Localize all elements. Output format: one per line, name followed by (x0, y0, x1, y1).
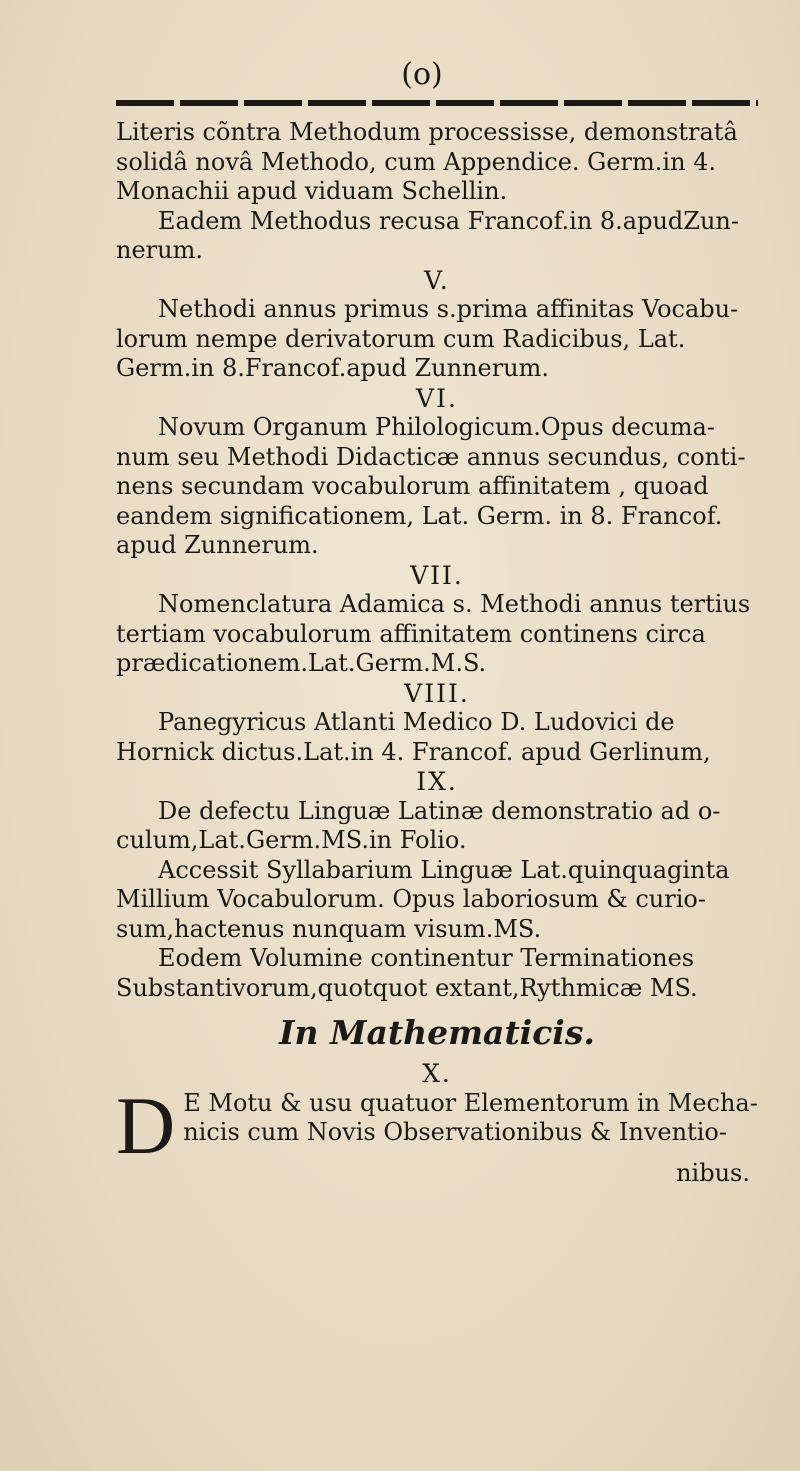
text-line: culum,Lat.Germ.MS.in Folio. (116, 826, 467, 854)
text-line: Eodem Volumine continentur Terminationes (158, 944, 695, 972)
text-line: Novum Organum Philologicum.Opus decuma- (158, 413, 715, 441)
text-line: Germ.in 8.Francof.apud Zunnerum. (116, 354, 550, 382)
text-line: De defectu Linguæ Latinæ demonstratio ad o- (158, 796, 721, 825)
paragraph-1 (116, 118, 758, 207)
text-line: nicis cum Novis Observationibus & Inventio- (183, 1118, 727, 1146)
paragraph-9 (116, 944, 758, 1003)
text-line: E Motu & usu quatuor Elementorum in Mecha- (183, 1088, 758, 1117)
text-line: num seu Methodi Didacticæ annus secundus, conti- (116, 442, 746, 471)
text-line: Panegyricus Atlanti Medico D. Ludovici de (158, 708, 675, 736)
text-line: nerum. (116, 236, 203, 264)
section-numeral-x: X. (422, 1059, 452, 1088)
text-line: nibus. (676, 1158, 750, 1187)
paragraph-10 (116, 1079, 758, 1189)
text-line: Eadem Methodus recusa Francof.in 8.apudZun- (158, 206, 739, 235)
text-line: sum,hactenus nunquam visum.MS. (116, 914, 542, 943)
paragraph-8 (116, 856, 758, 945)
paragraph-7 (116, 797, 758, 856)
text-line: Accessit Syllabarium Linguæ Lat.quinquaginta (158, 855, 730, 884)
text-line: Nomenclatura Adamica s. Methodi annus tertius (158, 590, 751, 618)
paragraph-2 (116, 207, 758, 266)
text-line: Nethodi annus primus s.prima affinitas Vocabu- (158, 295, 739, 323)
text-line: Millium Vocabulorum. Opus laboriosum & curio- (116, 885, 706, 913)
text-line: lorum nempe derivatorum cum Radicibus, Lat. (116, 324, 686, 353)
section-numeral-v: V. (424, 265, 450, 295)
paragraph-6 (116, 708, 758, 767)
text-body (116, 118, 758, 1188)
text-line: eandem significationem, Lat. Germ. in 8. Francof. (116, 501, 723, 530)
text-line: apud Zunnerum. (116, 531, 319, 559)
paragraph-4 (116, 413, 758, 561)
header-rule (116, 100, 758, 106)
text-line: Substantivorum,quotquot extant,Rythmicæ MS. (116, 973, 698, 1002)
text-line: nens secundam vocabulorum affinitatem , quoad (116, 472, 709, 500)
drop-cap: D (116, 1079, 176, 1171)
paragraph-5 (116, 590, 758, 679)
text-line: solidâ novâ Methodo, cum Appendice. Germ.in 4. (116, 147, 717, 176)
page-number: (o) (401, 57, 443, 92)
section-numeral-vi: VI. (416, 383, 458, 413)
text-line: prædicationem.Lat.Germ.M.S. (116, 649, 487, 677)
paragraph-3 (116, 295, 758, 384)
text-line: Hornick dictus.Lat.in 4. Francof. apud Gerlinum, (116, 737, 711, 766)
section-numeral-vii: VII. (410, 560, 464, 590)
text-line: tertiam vocabulorum affinitatem continens circa (116, 619, 706, 648)
text-line: Literis cõntra Methodum processisse, demonstratâ (116, 118, 738, 146)
text-line: Monachii apud viduam Schellin. (116, 177, 508, 205)
section-heading: In Mathematicis. (279, 1013, 595, 1052)
section-numeral-viii: VIII. (404, 678, 470, 708)
section-numeral-ix: IX. (416, 767, 458, 796)
